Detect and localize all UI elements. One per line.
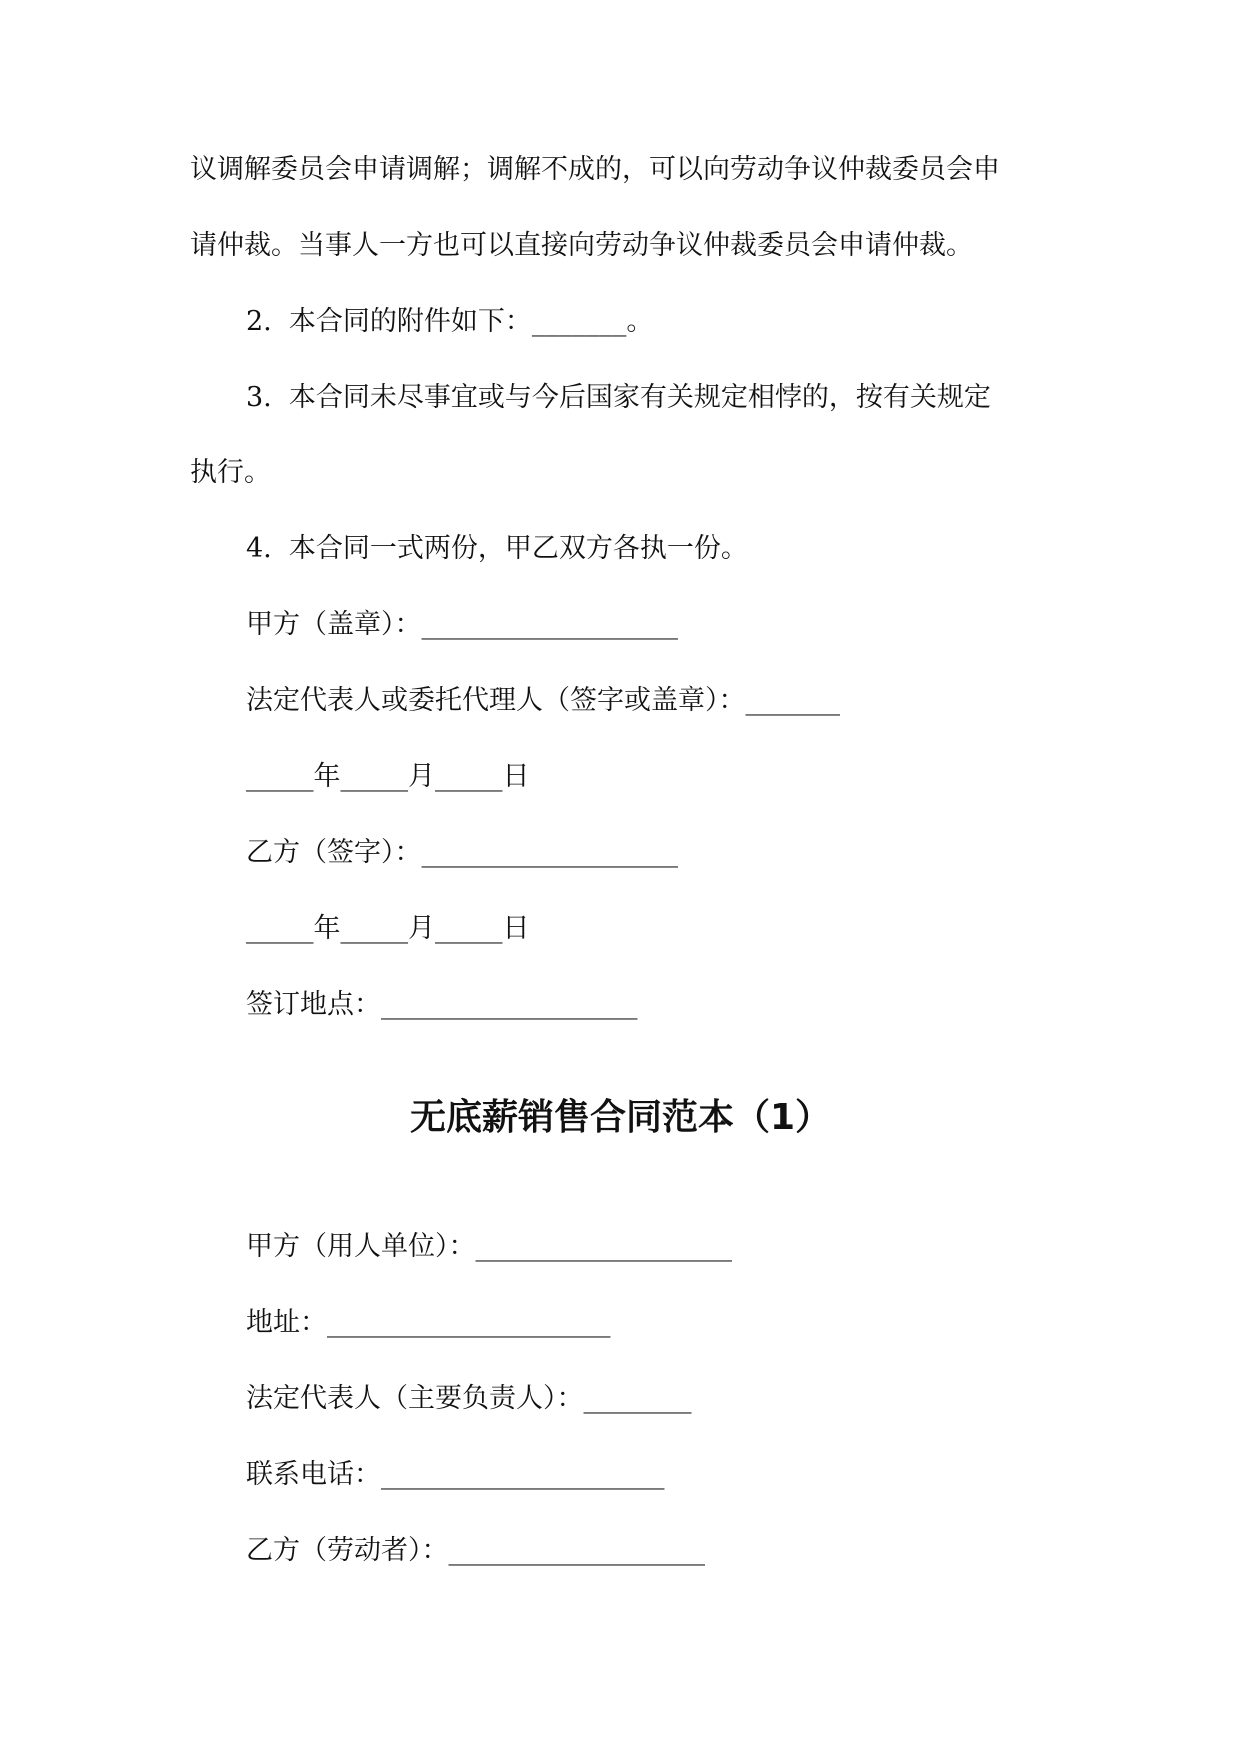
legal-representative-field: 法定代表人或委托代理人（签字或盖章）：_______ [246, 685, 840, 716]
address-field: 地址：_____________________ [246, 1307, 611, 1338]
paragraph-line: 议调解委员会申请调解；调解不成的，可以向劳动争议仲裁委员会申 [190, 154, 1000, 185]
contact-phone-field: 联系电话：_____________________ [246, 1459, 665, 1490]
legal-representative-field: 法定代表人（主要负责人）：________ [246, 1383, 692, 1414]
party-a-seal-field: 甲方（盖章）：___________________ [246, 609, 678, 640]
signing-place-field: 签订地点：___________________ [246, 989, 638, 1020]
employee-field: 乙方（劳动者）：___________________ [246, 1535, 705, 1566]
party-a-date-field: _____年_____月_____日 [246, 761, 530, 792]
paragraph-line: 请仲裁。当事人一方也可以直接向劳动争议仲裁委员会申请仲裁。 [190, 230, 973, 261]
clause-3-continued: 执行。 [190, 457, 271, 488]
clause-4: 4. 本合同一式两份，甲乙双方各执一份。 [246, 533, 748, 564]
employer-field: 甲方（用人单位）：___________________ [246, 1231, 732, 1262]
party-b-date-field: _____年_____月_____日 [246, 913, 530, 944]
clause-3: 3. 本合同未尽事宜或与今后国家有关规定相悖的，按有关规定 [246, 382, 991, 413]
party-b-signature-field: 乙方（签字）：___________________ [246, 837, 678, 868]
section-title: 无底薪销售合同范本（1） [409, 1097, 832, 1138]
clause-2: 2. 本合同的附件如下：_______。 [246, 306, 654, 337]
